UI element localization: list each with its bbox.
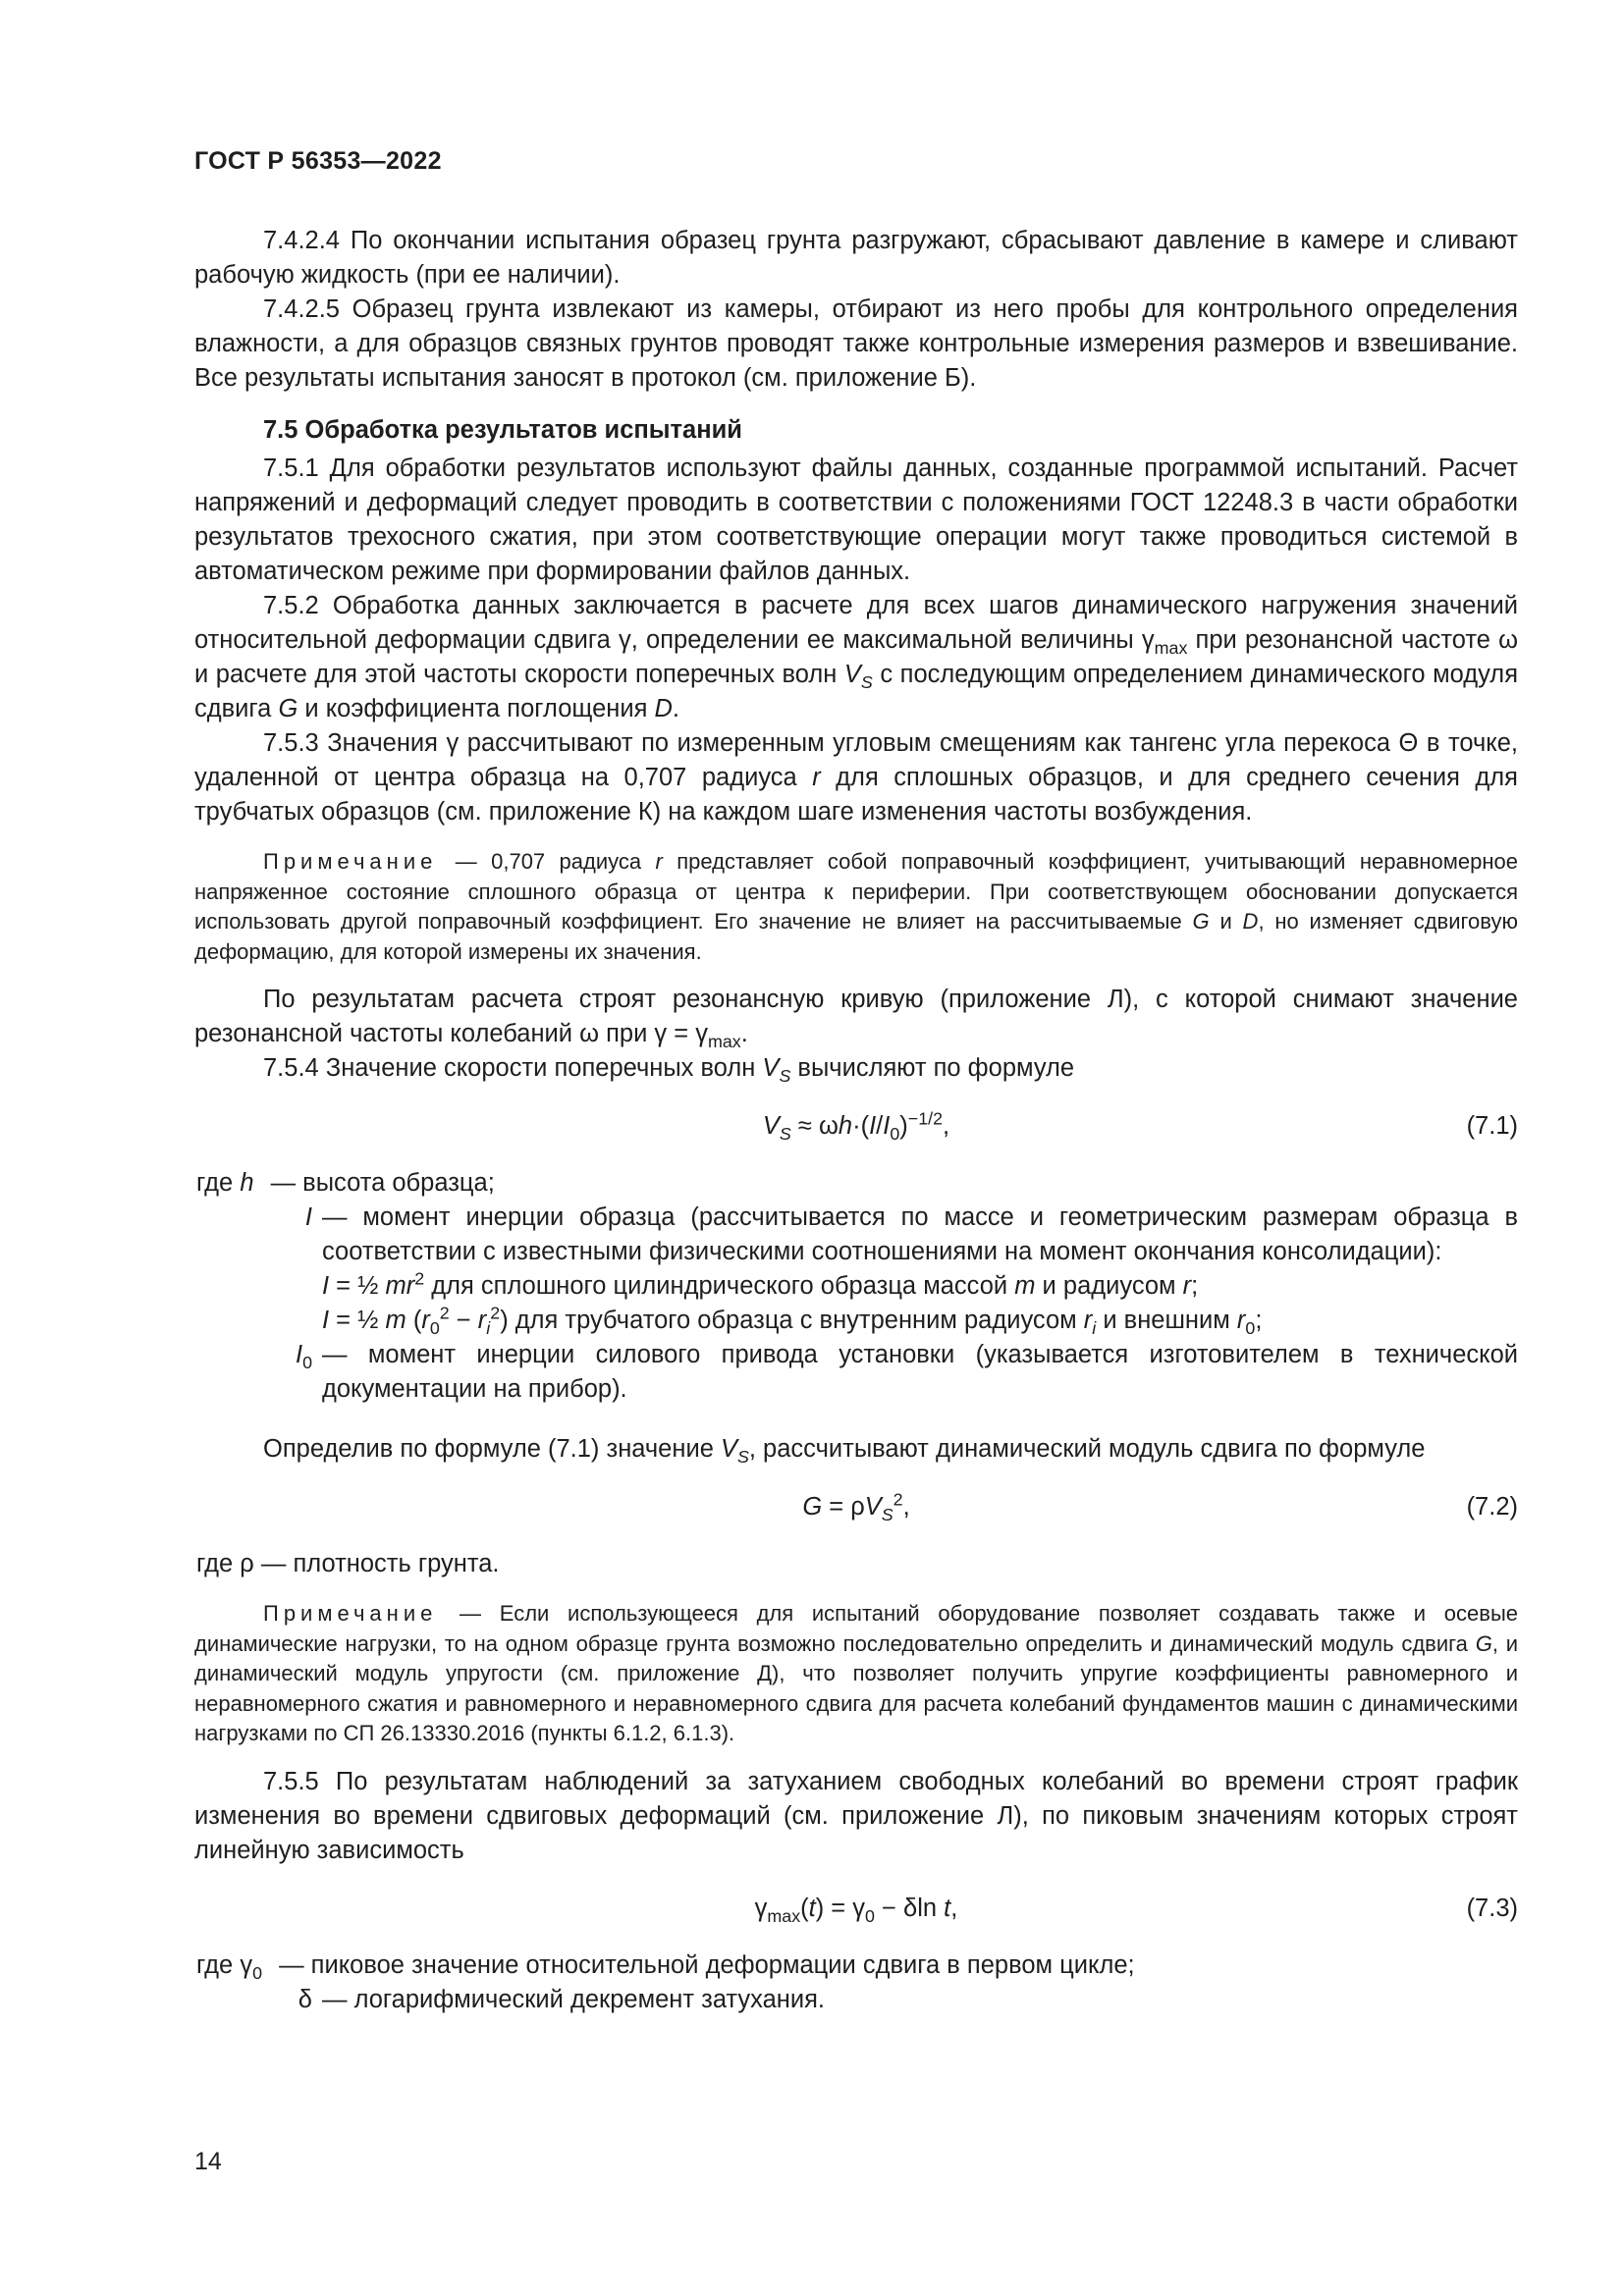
page-number: 14	[194, 2148, 222, 2175]
paragraph-7-4-2-4: 7.4.2.4 По окончании испытания образец грунта разгружают, сбрасывают давление в камере и сливают рабочую жидкость (при ее наличии).	[194, 227, 1518, 289]
page-body	[194, 224, 1518, 2017]
formula-expression: $V_S \approx \omega h\cdot(I/I_0)^{-1/2}$,	[762, 1108, 950, 1145]
formula-number: (7.3)	[1466, 1894, 1518, 1922]
paragraph-7-5-5: 7.5.5 По результатам наблюдений за затуханием свободных колебаний во времени строят график изменения во времени сдвиговых деформаций (см. приложение Л), по пиковым значениям которых строят линейную зависимость	[194, 1767, 1518, 1864]
formula-expression: $G = \rho V_S^2$,	[802, 1489, 910, 1525]
definitions-7-1	[194, 1166, 1518, 1407]
paragraph-7-5-4: 7.5.4 Значение скорости поперечных волн $V_S$ вычисляют по формуле	[263, 1054, 1075, 1087]
paragraph-7-5-3: 7.5.3 Значения γ рассчитывают по измеренным угловым смещениям как тангенс угла перекоса Θ в точке, удаленной от центра образца на 0,707 радиуса r для сплошных образцов, и для среднего сечения для трубчатых образцов (см. приложение К) на каждом шаге изменения частоты возбуждения.	[194, 729, 1518, 826]
definitions-7-3	[194, 1949, 1518, 2017]
definition-delta: δ — логарифмический декремент затухания.	[298, 1985, 826, 2013]
definition-gamma0: где $\gamma_0$ — пиковое значение относительной деформации сдвига в первом цикле;	[196, 1950, 1135, 1983]
definition-i0: $I_0$ — момент инерции силового привода установки (указывается изготовителем в технической документации на прибор).	[295, 1341, 1518, 1403]
definition-i: I — момент инерции образца (рассчитывается по массе и геометрическим размерам образца в соответствии с известными физическими соотношениями на момент окончания консолидации): I = ½ $mr^2$ для сплошного цилиндрического образца массой m и радиусом r; I = ½ m $(r_0^2 - r_i^2)$ для трубчатого образца с внутренним радиусом $r_i$ и внешним $r_0$;	[304, 1203, 1518, 1339]
formula-7-3	[194, 1882, 1518, 1943]
section-heading-7-5: 7.5 Обработка результатов испытаний	[263, 416, 742, 444]
paragraph-resonance: По результатам расчета строят резонансную кривую (приложение Л), с которой снимают значение резонансной частоты колебаний ω при $\gamma = \gamma_{max}$.	[194, 986, 1518, 1052]
document-header: ГОСТ Р 56353—2022	[194, 147, 442, 175]
formula-7-2	[194, 1480, 1518, 1541]
paragraph-7-5-2: 7.5.2 Обработка данных заключается в расчете для всех шагов динамического нагружения значений относительной деформации сдвига γ, определении ее максимальной величины $\gamma_{max}$ при резонансной частоте ω и расчете для этой частоты скорости поперечных волн $V_S$ с последующим определением динамического модуля сдвига G и коэффициента поглощения D.	[194, 592, 1518, 722]
paragraph-7-5-1: 7.5.1 Для обработки результатов используют файлы данных, созданные программой испытаний. Расчет напряжений и деформаций следует проводить в соответствии с положениями ГОСТ 12248.3 в части обработки результатов трехосного сжатия, при этом соответствующие операции могут также проводиться системой в автоматическом режиме при формировании файлов данных.	[194, 454, 1518, 585]
definition-rho: где ρ — плотность грунта.	[196, 1550, 500, 1577]
note-2: Примечание — Если использующееся для испытаний оборудование позволяет создавать также и осевые динамические нагрузки, то на одном образце грунта возможно последовательно определить и динамический модуль сдвига G, и динамический модуль упругости (см. приложение Д), что позволяет получить упругие коэффициенты равномерного и неравномерного сжатия и равномерного и неравномерного сдвига для расчета колебаний фундаментов машин с динамическими нагрузками по СП 26.13330.2016 (пункты 6.1.2, 6.1.3).	[194, 1601, 1518, 1745]
formula-i-solid: I = ½ $mr^2$ для сплошного цилиндрического образца массой m и радиусом r;	[322, 1268, 1199, 1300]
formula-i-tubular: I = ½ m $(r_0^2 - r_i^2)$ для трубчатого образца с внутренним радиусом $r_i$ и внешним $r_0$;	[322, 1303, 1263, 1339]
note-label: Примечание	[263, 1601, 438, 1626]
formula-number: (7.2)	[1466, 1493, 1518, 1521]
note-label: Примечание	[263, 849, 438, 874]
formula-number: (7.1)	[1466, 1112, 1518, 1140]
paragraph-7-4-2-5: 7.4.2.5 Образец грунта извлекают из камеры, отбирают из него пробы для контрольного определения влажности, а для образцов связных грунтов проводят также контрольные измерения размеров и взвешивание. Все результаты испытания заносят в протокол (см. приложение Б).	[194, 295, 1518, 392]
definition-h: где h — высота образца;	[196, 1169, 495, 1197]
paragraph-determine: Определив по формуле (7.1) значение $V_S$, рассчитывают динамический модуль сдвига по формуле	[263, 1435, 1426, 1468]
note-1: Примечание — 0,707 радиуса r представляет собой поправочный коэффициент, учитывающий неравномерное напряженное состояние сплошного образца от центра к периферии. При соответствующем обосновании допускается использовать другой поправочный коэффициент. Его значение не влияет на рассчитываемые G и D, но изменяет сдвиговую деформацию, для которой измерены их значения.	[194, 849, 1518, 964]
formula-expression: $\gamma_{max}(t) = \gamma_0 - \delta\ln$ t,	[754, 1894, 958, 1926]
formula-7-1	[194, 1099, 1518, 1160]
